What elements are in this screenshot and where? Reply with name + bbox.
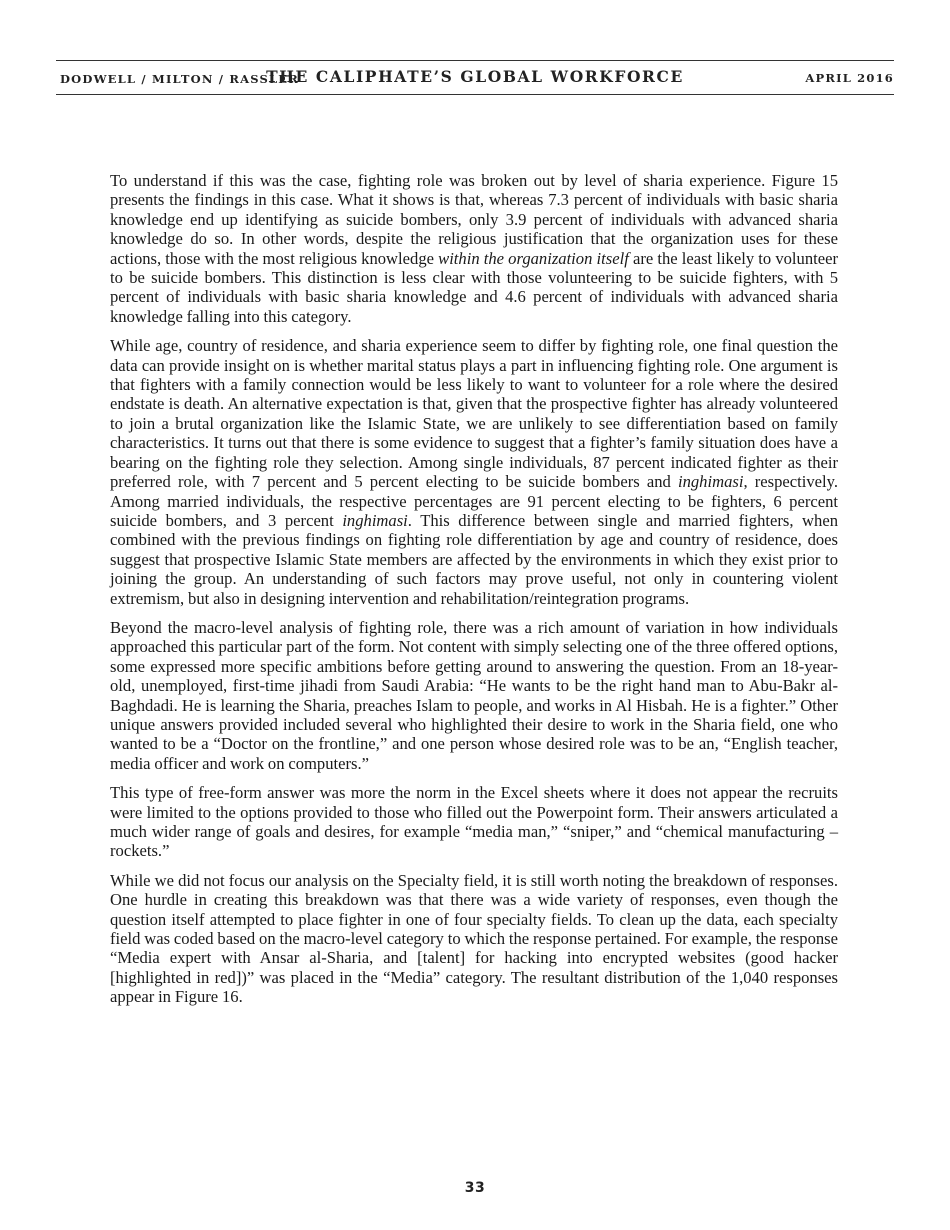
paragraph-5 xyxy=(110,871,838,1007)
paragraph-1-run: are the least likely to volunteer to be suicide bombers. This distinction is less clear with those volunteering to be suicide fighters, with 5 percent of individuals with basic sharia knowledge and 4.6 percent of individuals with advanced sharia knowledge falling into this category. xyxy=(110,248,838,326)
running-header-authors: DODWELL / MILTON / RASSLER xyxy=(60,72,300,86)
paragraph-1-run: To understand if this was the case, fighting role was broken out by level of sharia experience. Figure 15 presents the findings in this case. What it shows is that, whereas 7.3 percent of individuals with basic sharia knowledge end up identifying as suicide bombers, only 3.9 percent of individuals with advanced sharia knowledge do so. In other words, despite the religious justification that the organization uses for these actions, those with the most religious knowledge xyxy=(110,171,838,268)
paragraph-1-emphasis: within the organization itself xyxy=(438,248,629,268)
paragraph-3 xyxy=(110,618,838,773)
header-rule-bottom xyxy=(56,94,894,95)
paragraph-4-run: This type of free-form answer was more the norm in the Excel sheets where it does not appear the recruits were limited to the options provided to those who filled out the Powerpoint form. Their answers articulated a much wider range of goals and desires, for example “media man,” “sniper,” and “chemical manufacturing – rockets.” xyxy=(110,783,838,861)
page-number: 33 xyxy=(464,1180,486,1196)
body-text xyxy=(110,171,838,1017)
running-header-title: THE CALIPHATE’S GLOBAL WORKFORCE xyxy=(266,67,684,86)
paragraph-2-emphasis: inghimasi xyxy=(342,510,408,530)
paragraph-4 xyxy=(110,783,838,861)
header-rule-top xyxy=(56,60,894,61)
paragraph-5-run: While we did not focus our analysis on the Specialty field, it is still worth noting the breakdown of responses. One hurdle in creating this breakdown was that there was a wide variety of responses, even though the question itself attempted to place fighter in one of four specialty fields. To clean up the data, each specialty field was coded based on the macro-level category to which the response pertained. For example, the response “Media expert with Ansar al-Sharia, and [talent] for hacking into encrypted websites (good hacker [highlighted in red])” was placed in the “Media” category. The resultant distribution of the 1,040 responses appear in Figure 16. xyxy=(110,870,838,1007)
paragraph-2-run: While age, country of residence, and sharia experience seem to differ by fighting role, one final question the data can provide insight on is whether marital status plays a part in influencing fighting role. One argument is that fighters with a family connection would be less likely to want to volunteer for a role where the desired endstate is death. An alternative expectation is that, given that the prospective fighter has already volunteered to join a brutal organization like the Islamic State, we are unlikely to see differentiation based on family characteristics. It turns out that there is some evidence to suggest that a fighter’s family situation does have a bearing on the fighting role they selection. Among single individuals, 87 percent indicated fighter as their preferred role, with 7 percent and 5 percent electing to be suicide bombers and xyxy=(110,336,838,492)
paragraph-2-emphasis: inghimasi xyxy=(677,472,744,492)
running-header-date: APRIL 2016 xyxy=(805,71,894,85)
paragraph-2-run: . This difference between single and married fighters, when combined with the previous findings on fighting role differentiation by age and country of residence, does suggest that prospective Islamic State members are affected by the environments in which they exist prior to joining the group. An understanding of such factors may prove useful, not only in countering violent extremism, but also in designing intervention and rehabilitation/reintegration programs. xyxy=(110,510,838,608)
paragraph-3-run: Beyond the macro-level analysis of fighting role, there was a rich amount of variation in how individuals approached this particular part of the form. Not content with simply selecting one of the three offered options, some expressed more specific ambitions before getting around to answering the question. From an 18-year-old, unemployed, first-time jihadi from Saudi Arabia: “He wants to be the right hand man to Abu-Bakr al-Baghdadi. He is learning the Sharia, preaches Islam to people, and works in Al Hisbah. He is a fighter.” Other unique answers provided included several who highlighted their desire to work in the Sharia field, one who wanted to be a “Doctor on the frontline,” and one person whose desired role was to be an, “English teacher, media officer and work on computers.” xyxy=(110,617,838,773)
paragraph-1 xyxy=(110,171,838,326)
paragraph-2-run: , respectively. Among married individuals, the respective percentages are 91 percent electing to be fighters, 6 percent suicide bombers, and 3 percent xyxy=(110,472,838,530)
paragraph-2 xyxy=(110,336,838,608)
